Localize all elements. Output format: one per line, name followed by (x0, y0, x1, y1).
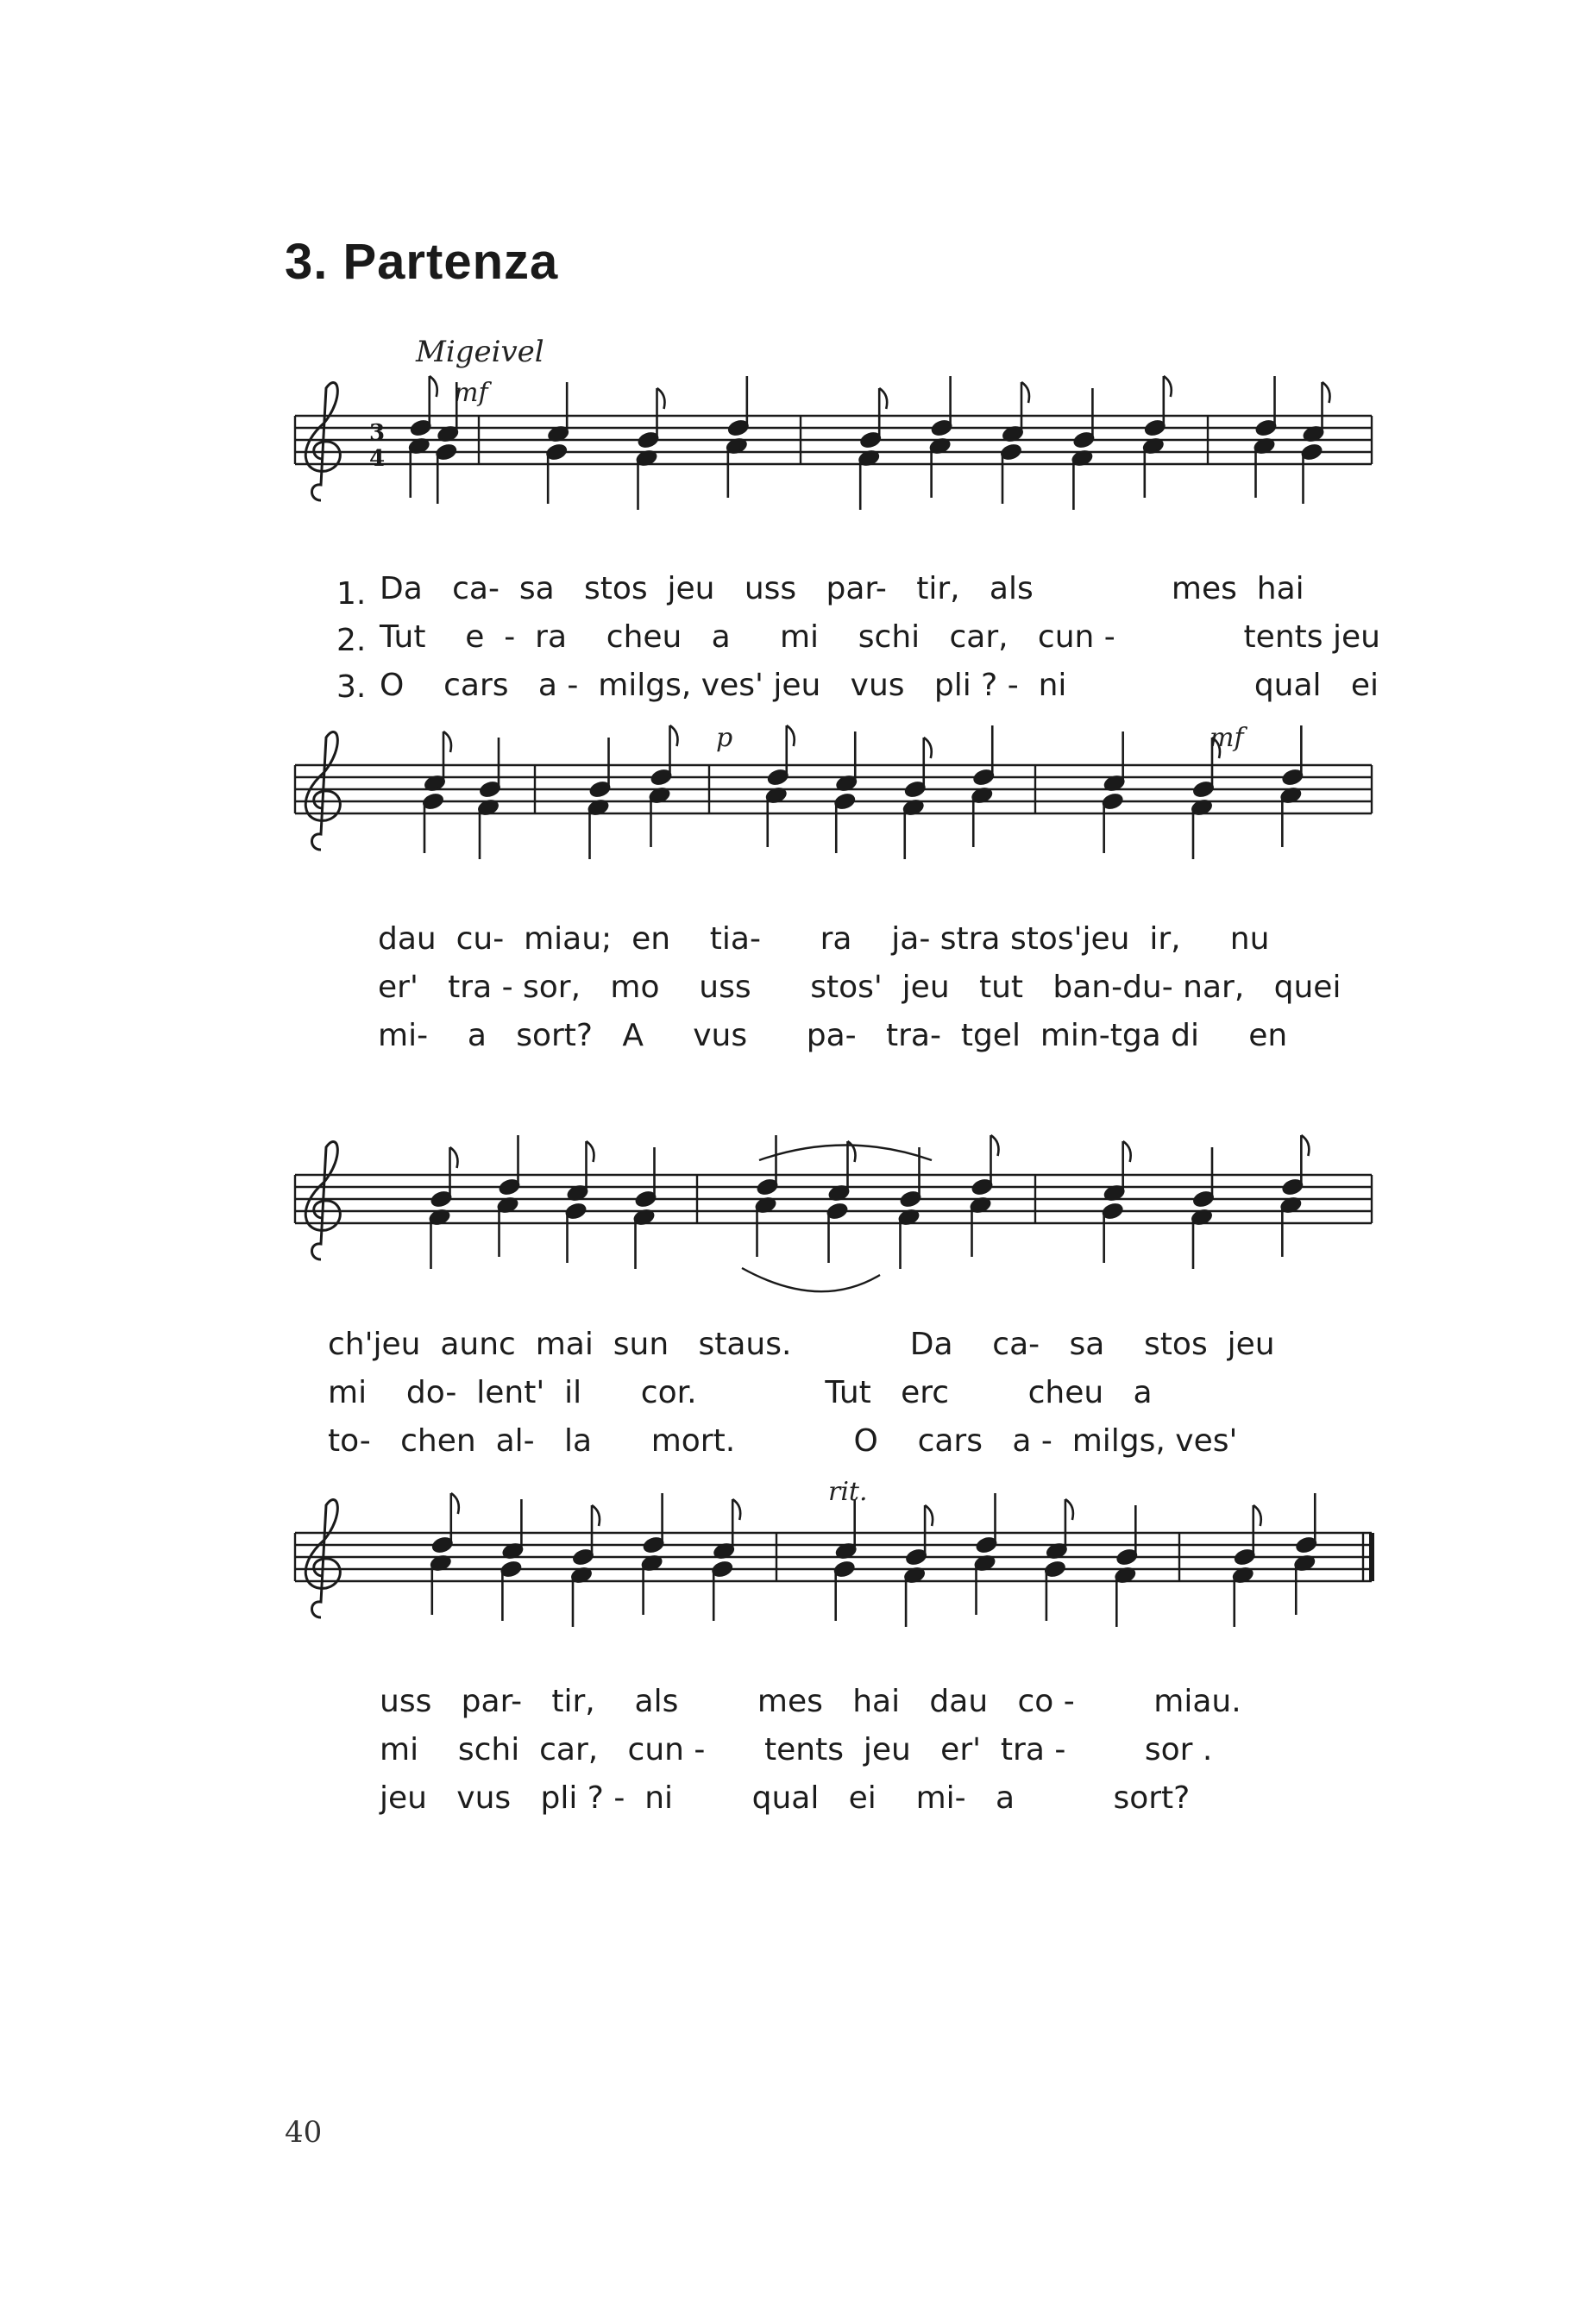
lyric-line: ch'jeu aunc mai sun staus. Da ca- sa stos jeu (328, 1327, 1275, 1362)
note-flag (1123, 1141, 1131, 1162)
lyrics-system-1 (336, 571, 1398, 709)
lyric-line: mi- a sort? A vus pa- tra- tgel min-tga di en (378, 1018, 1288, 1053)
verse-number: 3. (336, 669, 367, 705)
note-flag (592, 1505, 600, 1526)
note-flag (1323, 382, 1330, 403)
note-flag (991, 1135, 999, 1156)
lyrics-system-2 (378, 921, 1413, 1068)
slur (742, 1268, 880, 1291)
lyric-line: jeu vus pli ? - ni qual ei mi- a sort? (380, 1780, 1191, 1816)
note-flag (670, 725, 678, 746)
note-flag (1254, 1505, 1261, 1526)
page-number: 40 (285, 2115, 323, 2150)
lyric-line: Da ca- sa stos jeu uss par- tir, als mes hai (380, 571, 1304, 606)
lyric-line: mi do- lent' il cor. Tut erc cheu a (328, 1375, 1153, 1410)
slur (759, 1146, 932, 1161)
note-flag (924, 738, 932, 758)
note-flag (879, 388, 887, 409)
note-flag (657, 388, 665, 409)
verse-number: 1. (336, 576, 367, 612)
note-flag (1301, 1135, 1309, 1156)
verse-number: 2. (336, 623, 367, 658)
lyric-line: mi schi car, cun - tents jeu er' tra - sor . (380, 1732, 1213, 1767)
note-flag (925, 1505, 933, 1526)
lyric-line: er' tra - sor, mo uss stos' jeu tut ban-du- nar, quei (378, 970, 1342, 1005)
note-flag (430, 376, 437, 397)
lyric-line: Tut e - ra cheu a mi schi car, cun - tents jeu (380, 619, 1380, 655)
note-flag (787, 725, 795, 746)
note-flag (587, 1141, 594, 1162)
time-sig-bottom: 4 (369, 446, 386, 472)
lyric-line: uss par- tir, als mes hai dau co - miau. (380, 1684, 1241, 1719)
dynamic-mark-piano: p (716, 723, 733, 753)
time-sig-top: 3 (369, 420, 386, 446)
note-flag (1021, 382, 1029, 403)
note-flag (1065, 1499, 1073, 1520)
dynamic-mark-2: mf (1210, 723, 1244, 753)
note-flag (1212, 738, 1220, 758)
lyrics-system-4 (380, 1684, 1415, 1830)
note-flag (443, 731, 451, 752)
treble-clef-icon (305, 732, 340, 850)
lyric-line: to- chen al- la mort. O cars a - milgs, ves' (328, 1423, 1238, 1459)
treble-clef-icon (305, 1142, 340, 1259)
note-flag (450, 1147, 458, 1168)
dynamic-mark-rit: rit. (828, 1477, 868, 1507)
note-flag (451, 1493, 459, 1514)
lyric-line: O cars a - milgs, ves' jeu vus pli ? - ni qual ei (380, 668, 1379, 703)
song-title: 3. Partenza (285, 234, 559, 290)
tempo-marking: Migeivel (416, 335, 544, 369)
treble-clef-icon (305, 383, 340, 500)
note-flag (732, 1499, 740, 1520)
dynamic-mark-1: mf (454, 378, 488, 408)
lyric-line: dau cu- miau; en tia- ra ja- stra stos'jeu ir, nu (378, 921, 1270, 957)
treble-clef-icon (305, 1500, 340, 1617)
lyrics-system-3 (328, 1327, 1415, 1473)
note-flag (1164, 376, 1172, 397)
